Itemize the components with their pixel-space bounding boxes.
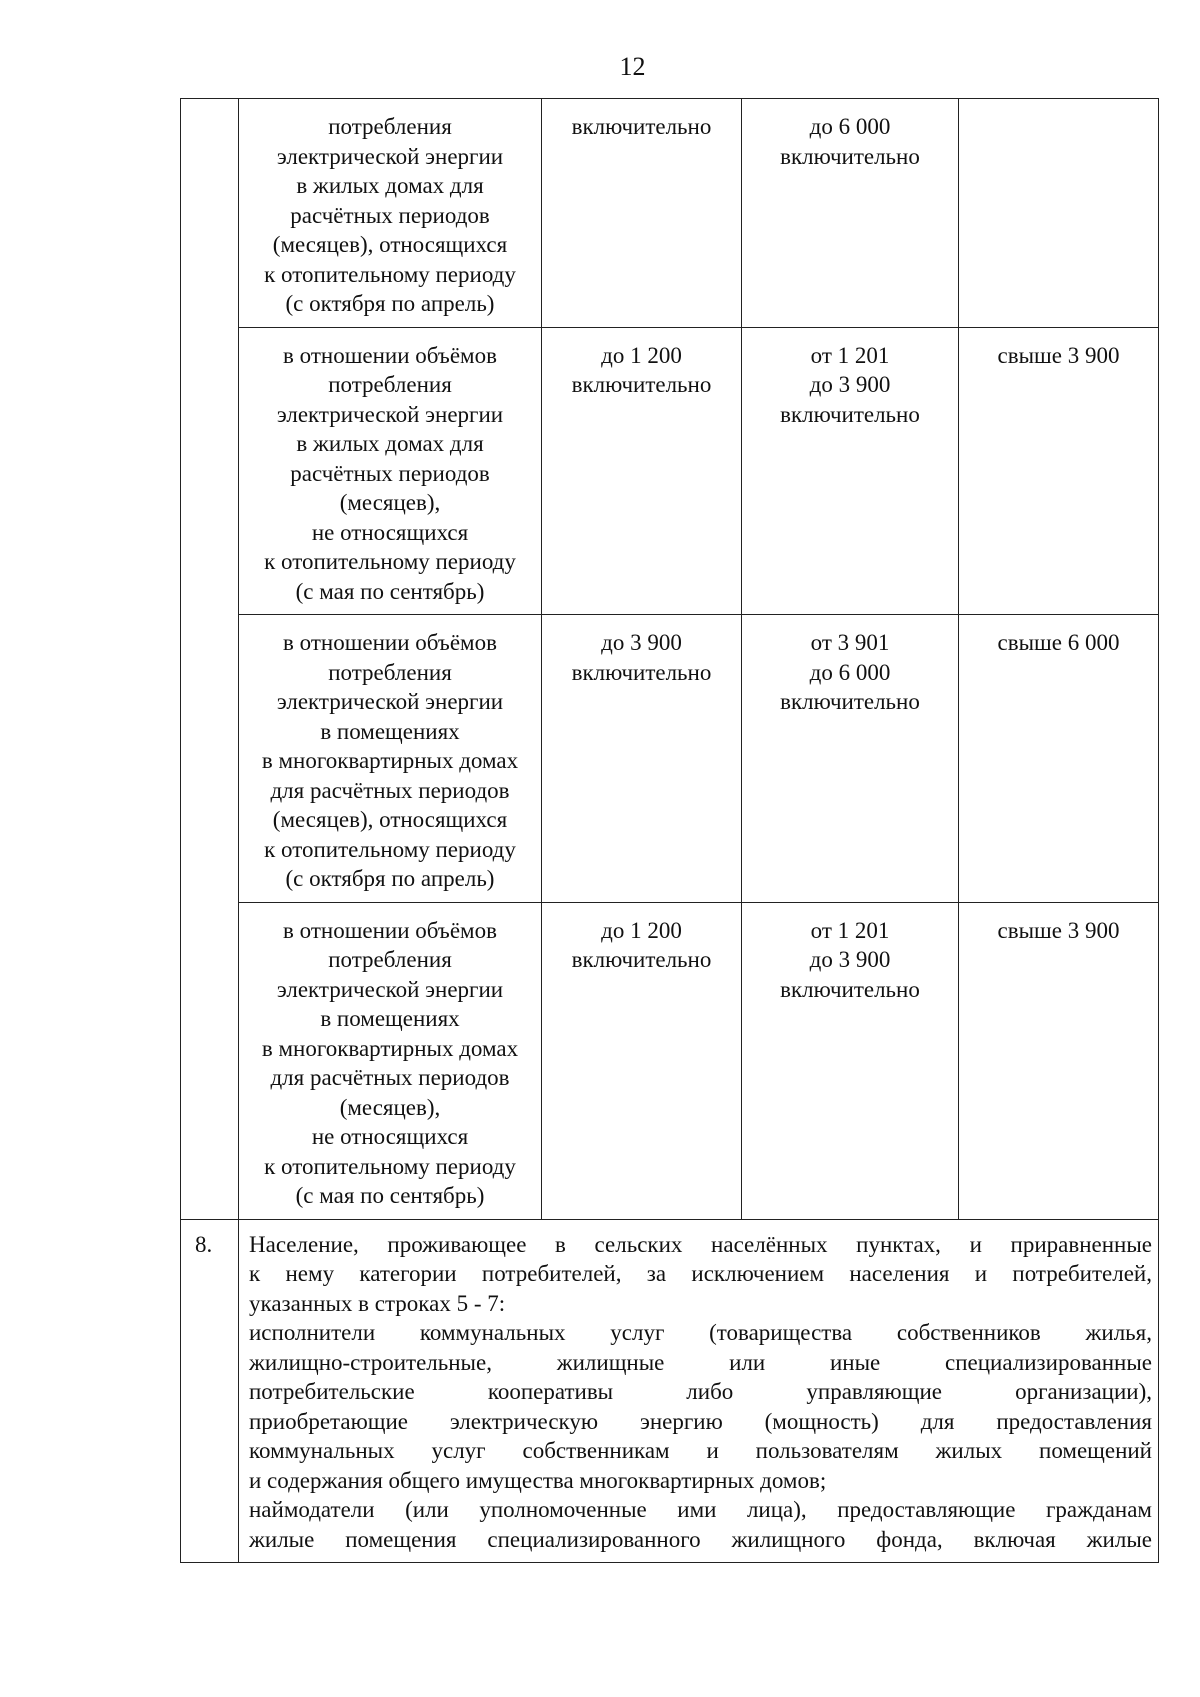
description-cell-line: к отопительному периоду <box>264 1153 516 1179</box>
description-cell-line: (месяцев), <box>339 1094 441 1120</box>
description-cell-line: электрической энергии <box>276 689 504 714</box>
description-cell-line: потребления <box>328 372 452 397</box>
table-row <box>181 1219 1159 1563</box>
range-mid-cell-line: включительно <box>780 401 920 427</box>
description-cell <box>239 615 542 903</box>
range-mid-cell-line: включительно <box>780 976 920 1002</box>
description-cell-line: не относящихся <box>311 1124 469 1149</box>
row-number-cell <box>181 615 239 903</box>
paragraph-line: исполнители коммунальных услуг (товарищества собственников жилья, <box>249 1320 1152 1345</box>
range-high-cell <box>959 99 1159 328</box>
page-number: 12 <box>619 52 646 81</box>
range-mid-cell-line: до 6 000 <box>809 114 891 139</box>
range-high-cell-line: свыше 6 000 <box>997 630 1120 655</box>
description-cell-line: для расчётных периодов <box>270 777 510 803</box>
description-cell-line: в отношении объёмов <box>283 917 497 943</box>
description-cell-line: (с октября по апрель) <box>285 866 495 891</box>
description-cell <box>239 902 542 1219</box>
range-low-cell-line: включительно <box>571 114 712 139</box>
range-low-cell <box>542 902 742 1219</box>
range-mid-cell-line: до 6 000 <box>809 659 891 685</box>
range-mid-cell-line: от 1 201 <box>810 342 890 368</box>
description-cell-line: в многоквартирных домах <box>261 1035 519 1061</box>
description-cell-line: расчётных периодов <box>290 202 490 228</box>
range-mid-cell-line: до 3 900 <box>809 372 891 397</box>
paragraph-line: жилые помещения специализированного жилищного фонда, включая жилые <box>249 1526 1152 1552</box>
description-cell-line: потребления <box>328 947 452 972</box>
description-cell-line: к отопительному периоду <box>264 549 516 574</box>
range-low-cell-line: включительно <box>571 947 712 972</box>
range-mid-cell <box>742 327 959 615</box>
description-cell-line: в отношении объёмов <box>283 342 497 368</box>
paragraph-line: коммунальных услуг собственникам и пользователям жилых помещений <box>249 1438 1152 1463</box>
range-high-cell <box>959 615 1159 903</box>
paragraph-line: приобретающие электрическую энергию (мощность) для предоставления <box>249 1408 1152 1434</box>
description-cell <box>239 327 542 615</box>
tariff-table-body <box>181 99 1159 1563</box>
range-low-cell-line: до 1 200 <box>601 342 682 368</box>
range-low-cell <box>542 99 742 328</box>
table-row <box>181 327 1159 615</box>
table-row <box>181 99 1159 328</box>
range-low-cell-line: до 1 200 <box>601 917 682 943</box>
range-high-cell-line: свыше 3 900 <box>997 342 1120 368</box>
paragraph-line: указанных в строках 5 - 7: <box>249 1290 506 1316</box>
paragraph-line: потребительские кооперативы либо управляющие организации), <box>249 1379 1152 1404</box>
range-high-cell-line: свыше 3 900 <box>997 917 1120 943</box>
description-cell-line: (месяцев), относящихся <box>272 807 508 832</box>
paragraph-line: Население, проживающее в сельских населённых пунктах, и приравненные <box>249 1231 1152 1257</box>
description-cell-line: (с мая по сентябрь) <box>295 578 485 604</box>
range-low-cell-line: включительно <box>571 659 712 685</box>
description-cell-line: (месяцев), <box>339 490 441 515</box>
range-mid-cell <box>742 902 959 1219</box>
description-cell-line: в жилых домах для <box>296 431 484 456</box>
paragraph-line: и содержания общего имущества многоквартирных домов; <box>249 1467 827 1493</box>
description-cell <box>239 99 542 328</box>
row-number-cell <box>181 902 239 1219</box>
row-number-cell <box>181 327 239 615</box>
range-low-cell <box>542 327 742 615</box>
paragraph-line: к нему категории потребителей, за исключением населения и потребителей, <box>249 1261 1152 1286</box>
table-row <box>181 615 1159 903</box>
range-mid-cell-line: от 3 901 <box>810 630 890 655</box>
range-low-cell-line: до 3 900 <box>601 630 682 655</box>
row-number-cell <box>181 99 239 328</box>
description-cell-line: (с мая по сентябрь) <box>295 1183 485 1208</box>
description-cell-line: электрической энергии <box>276 143 504 169</box>
description-cell-line: в многоквартирных домах <box>261 748 519 773</box>
tariff-table <box>180 98 1159 1563</box>
description-cell-line: не относящихся <box>311 519 469 545</box>
description-cell-line: в помещениях <box>320 718 460 744</box>
description-cell-line: в помещениях <box>320 1006 460 1031</box>
table-row <box>181 902 1159 1219</box>
range-mid-cell <box>742 99 959 328</box>
description-cell-line: (с октября по апрель) <box>285 291 495 316</box>
description-cell-line: к отопительному периоду <box>264 261 516 287</box>
paragraph-line: жилищно-строительные, жилищные или иные специализированные <box>249 1349 1152 1375</box>
range-high-cell <box>959 327 1159 615</box>
range-mid-cell-line: включительно <box>780 689 920 714</box>
range-mid-cell <box>742 615 959 903</box>
range-mid-cell-line: до 3 900 <box>809 947 891 972</box>
range-high-cell <box>959 902 1159 1219</box>
description-cell-line: в отношении объёмов <box>283 630 497 655</box>
description-cell-line: для расчётных периодов <box>270 1065 510 1090</box>
range-mid-cell-line: от 1 201 <box>810 917 890 943</box>
paragraph-line: наймодатели (или уполномоченные ими лица), предоставляющие гражданам <box>249 1497 1152 1522</box>
description-cell-line: электрической энергии <box>276 401 504 427</box>
description-cell-line: (месяцев), относящихся <box>272 232 508 257</box>
range-mid-cell-line: включительно <box>780 143 920 169</box>
description-cell-line: электрической энергии <box>276 976 504 1002</box>
description-cell-line: потребления <box>328 659 452 685</box>
description-cell-line: потребления <box>328 114 452 139</box>
row-number-cell: 8. <box>181 1219 239 1563</box>
description-cell-line: к отопительному периоду <box>264 836 516 862</box>
row-8-text-cell <box>239 1219 1159 1563</box>
range-low-cell-line: включительно <box>571 372 712 397</box>
description-cell-line: расчётных периодов <box>290 460 490 486</box>
description-cell-line: в жилых домах для <box>296 173 484 198</box>
range-low-cell <box>542 615 742 903</box>
